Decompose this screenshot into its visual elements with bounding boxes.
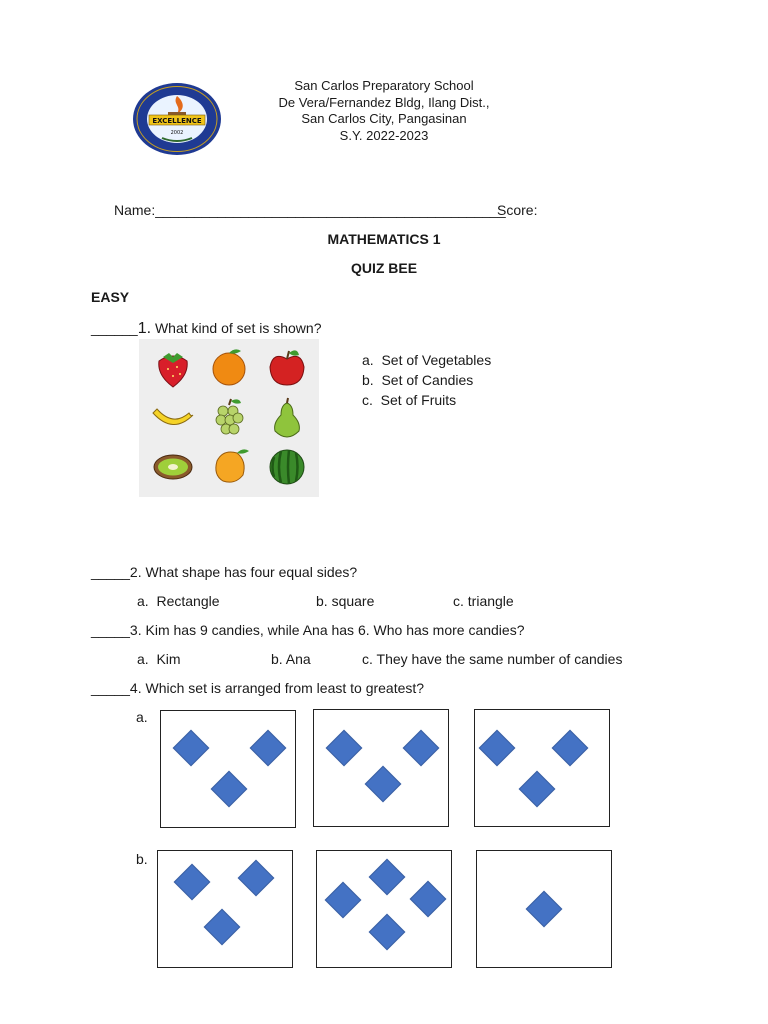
name-field: [114, 202, 506, 218]
orange-icon: [213, 349, 245, 385]
name-label: Name:: [114, 202, 156, 218]
diamond-icon: [479, 730, 516, 767]
q3-choice-b[interactable]: b. Ana: [271, 651, 311, 667]
diamond-icon: [250, 730, 287, 767]
diamond-icon: [204, 909, 241, 946]
school-name: San Carlos Preparatory School: [294, 78, 474, 93]
q2-choice-c[interactable]: c. triangle: [453, 593, 514, 609]
fruit-set-image: [139, 339, 319, 497]
diamond-icon: [325, 882, 362, 919]
set-box-b3: [476, 850, 612, 968]
diamond-icon: [238, 860, 275, 897]
mango-icon: [216, 449, 249, 482]
question-1: [91, 320, 321, 338]
school-address-line2: San Carlos City, Pangasinan: [301, 111, 467, 126]
choice-c[interactable]: c. Set of Fruits: [362, 392, 457, 408]
event-title: QUIZ BEE: [350, 260, 418, 276]
q4-option-a-letter[interactable]: a.: [136, 709, 148, 725]
diamond-icon: [173, 730, 210, 767]
question-4: _____4. Which set is arranged from least to greatest?: [91, 680, 425, 696]
pear-icon: [275, 398, 300, 437]
q4-option-b-letter[interactable]: b.: [136, 851, 148, 867]
logo-banner-text: EXCELLENCE: [152, 117, 202, 125]
diamond-icon: [369, 914, 406, 951]
score-label: Score:: [497, 202, 538, 218]
apple-icon: [270, 350, 304, 385]
set-box-b1: [157, 850, 293, 968]
diamond-icon: [174, 864, 211, 901]
choice-a[interactable]: a. Set of Vegetables: [362, 352, 492, 368]
banana-icon: [153, 409, 193, 425]
diamond-icon: [410, 881, 447, 918]
school-header: [0, 78, 768, 144]
diamond-icon: [519, 771, 556, 808]
level-heading: EASY: [91, 289, 130, 305]
diamond-icon: [211, 771, 248, 808]
school-address-line1: De Vera/Fernandez Bldg, Ilang Dist.,: [278, 94, 490, 110]
question-1-choices: [362, 350, 491, 410]
diamond-icon: [403, 730, 440, 767]
question-number: 1.: [137, 320, 152, 337]
set-box-a2: [313, 709, 449, 827]
question-2: _____2. What shape has four equal sides?: [91, 564, 358, 580]
diamond-icon: [369, 859, 406, 896]
name-blank: _____________________________________________: [155, 202, 506, 218]
watermelon-icon: [270, 450, 304, 484]
set-box-a1: [160, 710, 296, 828]
q3-choice-a[interactable]: a. Kim: [137, 651, 181, 667]
question-3: _____3. Kim has 9 candies, while Ana has 6. Who has more candies?: [91, 622, 525, 638]
q2-choice-b[interactable]: b. square: [316, 593, 375, 609]
q2-choice-a[interactable]: a. Rectangle: [137, 593, 220, 609]
q3-choice-c[interactable]: c. They have the same number of candies: [362, 651, 623, 667]
kiwi-icon: [154, 455, 192, 479]
set-box-b2: [316, 850, 452, 968]
grapes-icon: [216, 399, 243, 434]
choice-b[interactable]: b. Set of Candies: [362, 372, 474, 388]
school-year: S.Y. 2022-2023: [339, 127, 429, 143]
diamond-icon: [326, 730, 363, 767]
set-box-a3: [474, 709, 610, 827]
diamond-icon: [526, 891, 563, 928]
diamond-icon: [552, 730, 589, 767]
strawberry-icon: [159, 353, 187, 387]
question-text: What kind of set is shown?: [154, 320, 322, 336]
answer-blank: ______: [91, 320, 138, 336]
svg-text:2002: 2002: [170, 130, 184, 136]
diamond-icon: [365, 766, 402, 803]
subject-title: MATHEMATICS 1: [327, 231, 441, 247]
